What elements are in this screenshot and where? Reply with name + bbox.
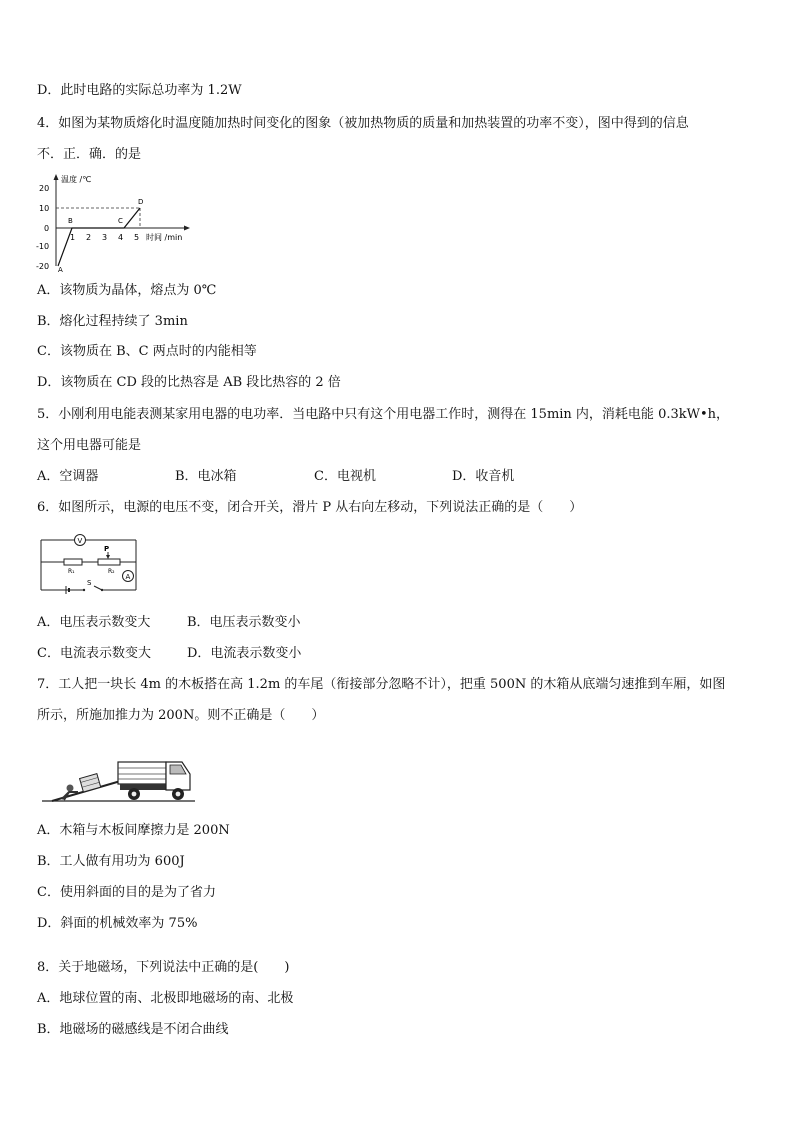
q6-option-a: A．电压表示数变大: [37, 615, 151, 630]
q8-option-a: A．地球位置的南、北极即地磁场的南、北极: [37, 991, 294, 1006]
x-tick-2: 2: [86, 233, 92, 242]
q6-option-d: D．电流表示数变小: [187, 646, 302, 661]
x-tick-1: 1: [70, 233, 76, 242]
q5-stem-line2: 这个用电器可能是: [37, 438, 142, 453]
x-tick-5: 5: [134, 233, 140, 242]
q6-options-row2: [37, 645, 437, 663]
q5-stem-line1: 5．小刚利用电能表测某家用电器的电功率．当电路中只有这个用电器工作时，测得在 15min 内，消耗电能 0.3kW•h，: [37, 407, 730, 422]
y-tick-10: 10: [39, 204, 50, 213]
q7-option-a: A．木箱与木板间摩擦力是 200N: [37, 823, 230, 838]
q7-stem-line1: 7．工人把一块长 4m 的木板搭在高 1.2m 的车尾（衔接部分忽略不计），把重 500N 的木箱从底端匀速推到车厢，如图: [37, 677, 726, 692]
truck-bed: [118, 762, 166, 784]
q5-option-a: A．空调器: [37, 469, 99, 484]
q7-option-b: B．工人做有用功为 600J: [37, 854, 185, 869]
q6-option-c: C．电流表示数变大: [37, 646, 151, 661]
y-axis-label: 温度 /℃: [61, 175, 92, 184]
q4-stem-line1: 4．如图为某物质熔化时温度随加热时间变化的图象（被加热物质的质量和加热装置的功率不变），图中得到的信息: [37, 116, 689, 131]
y-tick-20: 20: [39, 184, 50, 193]
svg-text:R₁: R₁: [68, 568, 75, 575]
q6-circuit-diagram: [36, 532, 146, 600]
svg-text:V: V: [77, 537, 83, 545]
q8-stem: 8．关于地磁场，下列说法中正确的是( ): [37, 960, 290, 975]
y-tick-0: 0: [44, 224, 50, 233]
resistor-r1: [64, 559, 82, 565]
q4-option-a: A．该物质为晶体，熔点为 0℃: [37, 283, 217, 298]
q5-options: [37, 468, 757, 486]
q4-option-d: D．该物质在 CD 段的比热容是 AB 段比热容的 2 倍: [37, 375, 341, 390]
q4-option-c: C．该物质在 B、C 两点时的内能相等: [37, 344, 257, 359]
q6-option-b: B．电压表示数变小: [187, 615, 301, 630]
q7-truck-ramp-illustration: [40, 748, 200, 806]
q6-stem: 6．如图所示，电源的电压不变，闭合开关，滑片 P 从右向左移动，下列说法正确的是（ ）: [37, 500, 583, 515]
q4-stem-line2: 不．正．确．的是: [37, 147, 142, 162]
q7-option-c: C．使用斜面的目的是为了省力: [37, 885, 216, 900]
q5-option-b: B．电冰箱: [175, 469, 237, 484]
x-tick-3: 3: [102, 233, 108, 242]
x-axis-label: 时间 /min: [146, 233, 183, 242]
q4-option-b: B．熔化过程持续了 3min: [37, 314, 188, 329]
q7-option-d: D．斜面的机械效率为 75%: [37, 916, 198, 931]
q5-option-c: C．电视机: [314, 469, 376, 484]
point-a: A: [58, 266, 63, 274]
svg-text:A: A: [125, 573, 131, 581]
q5-option-d: D．收音机: [452, 469, 515, 484]
q3-option-d: D．此时电路的实际总功率为 1.2W: [37, 83, 242, 98]
worker-head: [67, 785, 74, 792]
y-tick-neg10: -10: [36, 242, 50, 251]
x-tick-4: 4: [118, 233, 124, 242]
svg-text:R₂: R₂: [108, 568, 115, 575]
q6-options-row1: [37, 614, 437, 632]
point-c: C: [118, 217, 123, 225]
svg-text:P: P: [104, 545, 110, 553]
point-d: D: [138, 198, 144, 206]
svg-text:S: S: [87, 579, 92, 587]
q4-temperature-graph: [36, 170, 206, 274]
resistor-r2: [98, 559, 120, 565]
y-tick-neg20: -20: [36, 262, 50, 271]
q7-stem-line2: 所示，所施加推力为 200N。则不正确是（ ）: [37, 708, 325, 723]
point-b: B: [68, 217, 73, 225]
q8-option-b: B．地磁场的磁感线是不闭合曲线: [37, 1022, 229, 1037]
